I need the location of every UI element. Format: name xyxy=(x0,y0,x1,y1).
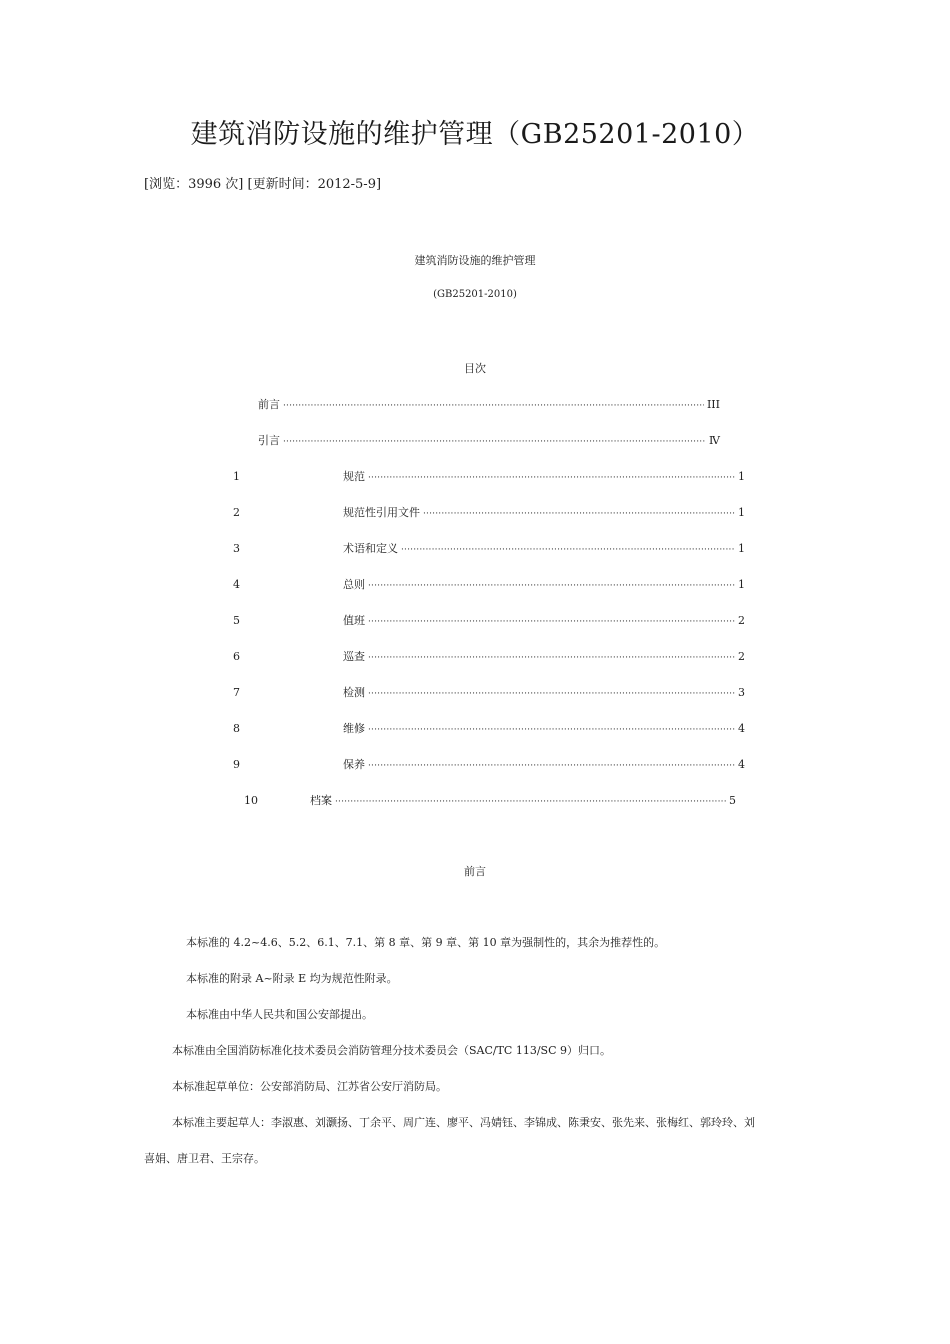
toc-entry-chapter-6[interactable] xyxy=(233,648,745,664)
toc-leader-dots xyxy=(401,545,735,555)
toc-leader-dots xyxy=(368,617,735,627)
toc-leader-dots xyxy=(368,473,735,483)
document-code: (GB25201-2010) xyxy=(433,289,517,300)
toc-entry-chapter-5[interactable] xyxy=(233,612,745,628)
toc-entry-chapter-1[interactable] xyxy=(233,468,745,484)
toc-entry-page: 1 xyxy=(738,578,745,591)
toc-entry-chapter-9[interactable] xyxy=(233,756,745,772)
toc-leader-dots xyxy=(283,437,706,447)
foreword-paragraph-continuation: 喜娟、唐卫君、王宗存。 xyxy=(144,1152,265,1165)
toc-entry-number: 2 xyxy=(233,506,240,519)
toc-entry-page: 2 xyxy=(738,614,745,627)
toc-leader-dots xyxy=(335,797,726,807)
toc-leader-dots xyxy=(368,725,735,735)
toc-entry-page: 4 xyxy=(738,758,745,771)
toc-entry-page: Ⅳ xyxy=(709,434,720,447)
toc-entry-page: III xyxy=(706,398,720,411)
toc-entry-chapter-2[interactable] xyxy=(233,504,745,520)
toc-entry-label: 巡查 xyxy=(343,650,365,663)
toc-entry-chapter-4[interactable] xyxy=(233,576,745,592)
foreword-paragraph: 本标准主要起草人：李淑惠、刘灏扬、丁余平、周广连、廖平、冯婧钰、李锦成、陈秉安、张先来、张梅红、郭玲玲、刘 xyxy=(172,1116,755,1129)
toc-entry-page: 1 xyxy=(738,506,745,519)
toc-leader-dots xyxy=(368,653,735,663)
foreword-paragraph: 本标准由全国消防标准化技术委员会消防管理分技术委员会（SAC/TC 113/SC 9）归口。 xyxy=(172,1044,611,1057)
toc-entry-number: 5 xyxy=(233,614,240,627)
page-title: 建筑消防设施的维护管理（GB25201-2010） xyxy=(190,119,760,150)
toc-entry-chapter-8[interactable] xyxy=(233,720,745,736)
toc-entry-page: 4 xyxy=(738,722,745,735)
toc-entry-page: 5 xyxy=(729,794,736,807)
toc-entry-page: 1 xyxy=(738,542,745,555)
toc-entry-label: 保养 xyxy=(343,758,365,771)
foreword-paragraph: 本标准起草单位：公安部消防局、江苏省公安厅消防局。 xyxy=(172,1080,447,1093)
view-count-and-update-time: [浏览：3996 次] [更新时间：2012-5-9] xyxy=(144,177,382,192)
foreword-paragraph: 本标准由中华人民共和国公安部提出。 xyxy=(186,1008,373,1021)
document-title: 建筑消防设施的维护管理 xyxy=(414,254,536,267)
toc-entry-label: 检测 xyxy=(343,686,365,699)
toc-leader-dots xyxy=(368,689,735,699)
toc-entry-number: 10 xyxy=(244,794,258,807)
toc-entry-label: 档案 xyxy=(310,794,332,807)
toc-entry-chapter-10[interactable] xyxy=(244,792,736,808)
toc-entry-number: 4 xyxy=(233,578,240,591)
toc-entry-number: 7 xyxy=(233,686,240,699)
toc-entry-label: 总则 xyxy=(343,578,365,591)
toc-entry-label: 规范性引用文件 xyxy=(343,506,420,519)
foreword-paragraph: 本标准的 4.2~4.6、5.2、6.1、7.1、第 8 章、第 9 章、第 10 章为强制性的，其余为推荐性的。 xyxy=(186,936,666,949)
toc-entry-number: 8 xyxy=(233,722,240,735)
toc-entry-label: 维修 xyxy=(343,722,365,735)
toc-entry-label: 术语和定义 xyxy=(343,542,398,555)
toc-entry-introduction[interactable] xyxy=(258,432,720,448)
toc-entry-label: 规范 xyxy=(343,470,365,483)
toc-entry-number: 9 xyxy=(233,758,240,771)
toc-entry-label: 前言 xyxy=(258,398,280,411)
foreword-paragraph: 本标准的附录 A~附录 E 均为规范性附录。 xyxy=(186,972,398,985)
toc-heading: 目次 xyxy=(464,362,486,375)
toc-leader-dots xyxy=(423,509,735,519)
toc-entry-chapter-3[interactable] xyxy=(233,540,745,556)
toc-entry-foreword[interactable] xyxy=(258,396,720,412)
toc-leader-dots xyxy=(368,761,735,771)
toc-entry-number: 1 xyxy=(233,470,240,483)
foreword-heading: 前言 xyxy=(464,865,486,878)
toc-leader-dots xyxy=(368,581,735,591)
toc-entry-number: 3 xyxy=(233,542,240,555)
toc-entry-label: 引言 xyxy=(258,434,280,447)
toc-entry-number: 6 xyxy=(233,650,240,663)
toc-entry-label: 值班 xyxy=(343,614,365,627)
toc-entry-chapter-7[interactable] xyxy=(233,684,745,700)
toc-leader-dots xyxy=(283,401,704,411)
toc-entry-page: 1 xyxy=(738,470,745,483)
toc-entry-page: 3 xyxy=(738,686,745,699)
toc-entry-page: 2 xyxy=(738,650,745,663)
